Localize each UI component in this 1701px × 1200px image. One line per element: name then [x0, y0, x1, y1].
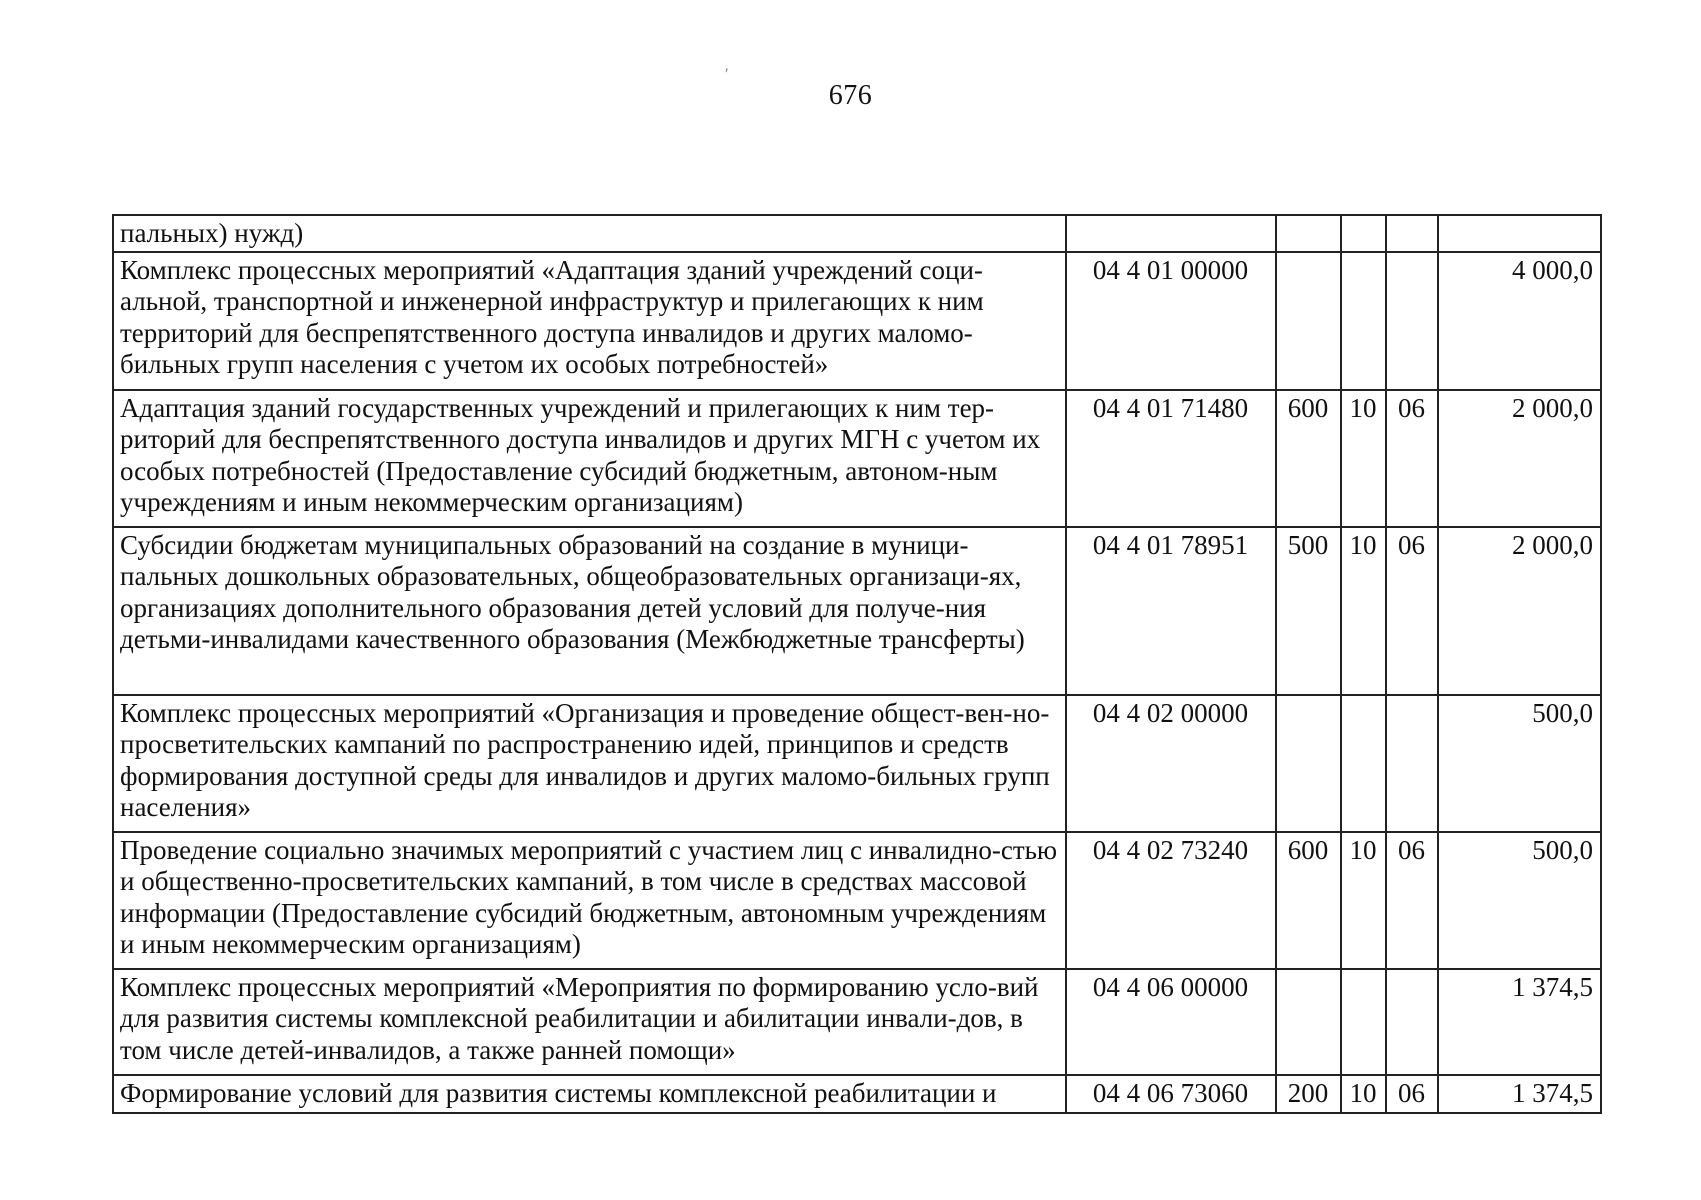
table-row — [113, 969, 1601, 1075]
row-section: 10 — [1341, 527, 1386, 695]
row-section — [1341, 215, 1386, 252]
row-section: 10 — [1341, 390, 1386, 527]
row-target-code: 04 4 01 00000 — [1066, 252, 1276, 390]
table-row — [113, 832, 1601, 969]
row-subsection — [1386, 215, 1438, 252]
row-target-code: 04 4 01 78951 — [1066, 527, 1276, 695]
row-expense-type: 200 — [1276, 1075, 1341, 1113]
row-target-code — [1066, 215, 1276, 252]
row-expense-type — [1276, 695, 1341, 832]
row-name: Комплекс процессных мероприятий «Мероприятия по формированию усло-вий для развития системы комплексной реабилитации и абилитации инвали-дов, в том числе детей-инвалидов, а также ранней помощи» — [113, 969, 1066, 1075]
table-row — [113, 390, 1601, 527]
row-expense-type — [1276, 252, 1341, 390]
row-target-code: 04 4 06 00000 — [1066, 969, 1276, 1075]
row-section — [1341, 969, 1386, 1075]
row-subsection — [1386, 252, 1438, 390]
row-amount — [1438, 215, 1601, 252]
row-target-code: 04 4 02 00000 — [1066, 695, 1276, 832]
row-subsection: 06 — [1386, 832, 1438, 969]
row-amount: 500,0 — [1438, 695, 1601, 832]
row-subsection: 06 — [1386, 527, 1438, 695]
scan-artifact-mark: ′ — [725, 66, 729, 83]
row-subsection: 06 — [1386, 1075, 1438, 1113]
page-number: 676 — [828, 80, 873, 111]
row-expense-type — [1276, 969, 1341, 1075]
row-amount: 2 000,0 — [1438, 527, 1601, 695]
table-row — [113, 215, 1601, 252]
row-subsection — [1386, 695, 1438, 832]
row-subsection — [1386, 969, 1438, 1075]
row-expense-type: 600 — [1276, 832, 1341, 969]
row-name: Проведение социально значимых мероприятий с участием лиц с инвалидно-стью и общественно-просветительских кампаний, в том числе в средствах массовой информации (Предоставление субсидий бюджетным, автономным учреждениям и иным некоммерческим организациям) — [113, 832, 1066, 969]
row-amount: 4 000,0 — [1438, 252, 1601, 390]
row-amount: 1 374,5 — [1438, 969, 1601, 1075]
row-name: Формирование условий для развития системы комплексной реабилитации и — [113, 1075, 1066, 1113]
row-name: пальных) нужд) — [113, 215, 1066, 252]
row-target-code: 04 4 06 73060 — [1066, 1075, 1276, 1113]
row-section — [1341, 252, 1386, 390]
row-expense-type — [1276, 215, 1341, 252]
row-section: 10 — [1341, 832, 1386, 969]
row-expense-type: 500 — [1276, 527, 1341, 695]
row-name: Комплекс процессных мероприятий «Адаптация зданий учреждений соци-альной, транспортной и инженерной инфраструктур и прилегающих к ним территорий для беспрепятственного доступа инвалидов и других маломо-бильных групп населения с учетом их особых потребностей» — [113, 252, 1066, 390]
row-section — [1341, 695, 1386, 832]
row-name: Адаптация зданий государственных учреждений и прилегающих к ним тер-риторий для беспрепятственного доступа инвалидов и других МГН с учетом их особых потребностей (Предоставление субсидий бюджетным, автоном-ным учреждениям и иным некоммерческим организациям) — [113, 390, 1066, 527]
table-row — [113, 695, 1601, 832]
row-subsection: 06 — [1386, 390, 1438, 527]
row-name: Субсидии бюджетам муниципальных образований на создание в муници-пальных дошкольных образовательных, общеобразовательных организаци-ях, организациях дополнительного образования детей условий для получе-ния детьми-инвалидами качественного образования (Межбюджетные трансферты) — [113, 527, 1066, 695]
row-amount: 500,0 — [1438, 832, 1601, 969]
row-section: 10 — [1341, 1075, 1386, 1113]
table-row — [113, 252, 1601, 390]
row-amount: 2 000,0 — [1438, 390, 1601, 527]
row-expense-type: 600 — [1276, 390, 1341, 527]
table-row — [113, 527, 1601, 695]
row-target-code: 04 4 01 71480 — [1066, 390, 1276, 527]
row-name: Комплекс процессных мероприятий «Организация и проведение общест-вен-но-просветительских кампаний по распространению идей, принципов и средств формирования доступной среды для инвалидов и других маломо-бильных групп населения» — [113, 695, 1066, 832]
table-row — [113, 1075, 1601, 1113]
row-amount: 1 374,5 — [1438, 1075, 1601, 1113]
row-target-code: 04 4 02 73240 — [1066, 832, 1276, 969]
budget-table — [112, 214, 1602, 1114]
